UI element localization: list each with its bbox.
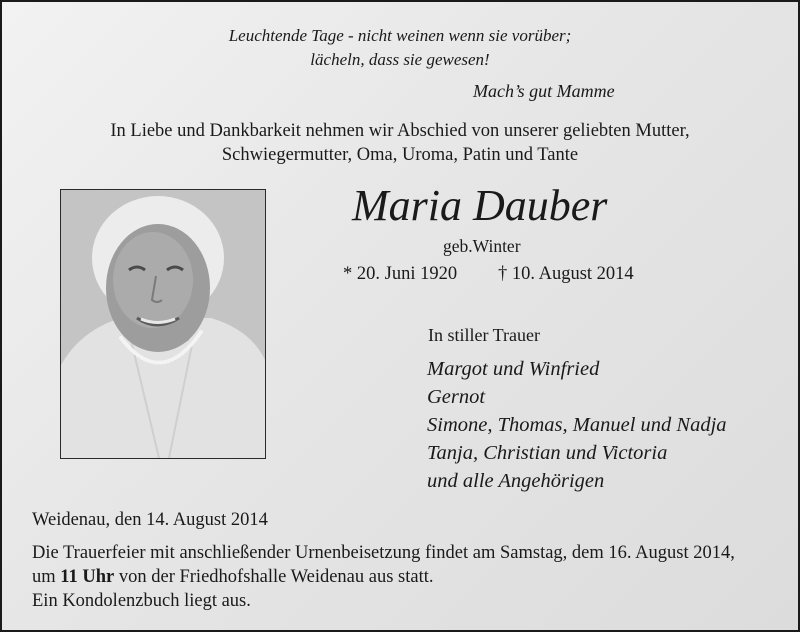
mourner-line-2: Gernot xyxy=(427,386,486,408)
ceremony-line-2-post: von der Friedhofshalle Weidenau aus statt. xyxy=(114,567,434,587)
mourner-line-1: Margot und Winfried xyxy=(427,358,600,380)
place-date: Weidenau, den 14. August 2014 xyxy=(32,510,268,530)
portrait-photo xyxy=(60,189,266,459)
poem-line-1: Leuchtende Tage - nicht weinen wenn sie vorüber; xyxy=(228,26,572,45)
condolence-book-note: Ein Kondolenzbuch liegt aus. xyxy=(32,591,251,611)
poem-line-2: lächeln, dass sie gewesen! xyxy=(310,50,490,69)
ceremony-time: 11 Uhr xyxy=(60,567,115,587)
ceremony-line-2-pre: um xyxy=(32,567,61,587)
deceased-name: Maria Dauber xyxy=(352,181,608,230)
mourning-heading: In stiller Trauer xyxy=(428,325,540,345)
poem-signoff: Mach’s gut Mamme xyxy=(473,81,615,101)
mourner-line-5: und alle Angehörigen xyxy=(427,470,605,492)
ceremony-line-1: Die Trauerfeier mit anschließender Urnenbeisetzung findet am Samstag, dem 16. August 2014, xyxy=(32,543,735,563)
ceremony-line-2 xyxy=(32,565,434,590)
maiden-name: geb.Winter xyxy=(443,236,521,256)
death-date: † 10. August 2014 xyxy=(498,264,634,284)
intro-line-2: Schwiegermutter, Oma, Uroma, Patin und Tante xyxy=(221,145,579,165)
mourner-line-4: Tanja, Christian und Victoria xyxy=(427,442,668,464)
mourner-line-3: Simone, Thomas, Manuel und Nadja xyxy=(427,414,727,436)
birth-date: * 20. Juni 1920 xyxy=(343,264,458,284)
intro-line-1: In Liebe und Dankbarkeit nehmen wir Abschied von unserer geliebten Mutter, xyxy=(110,121,690,141)
